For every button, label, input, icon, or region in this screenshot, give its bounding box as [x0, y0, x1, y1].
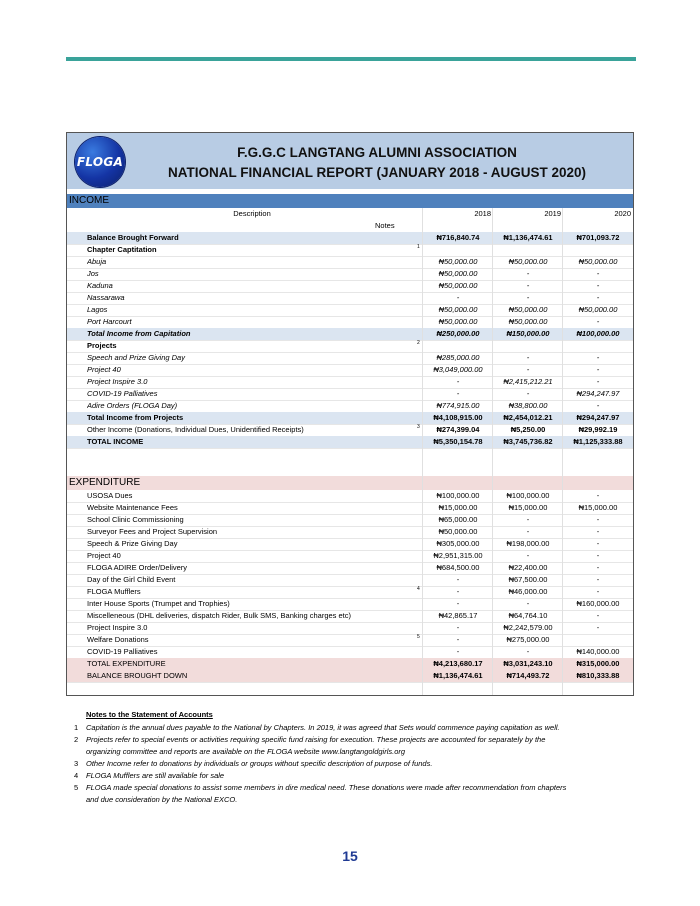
expenditure-value-2020: -	[596, 611, 600, 620]
income-value-2020: -	[596, 317, 600, 326]
note-number: 4	[74, 771, 79, 780]
income-value-2019: -	[526, 281, 530, 290]
income-value-2019: -	[526, 353, 530, 362]
notes-header-row	[67, 220, 633, 232]
income-label: Other Income (Donations, Individual Dues, Unidentified Receipts)	[87, 425, 304, 434]
expenditure-row	[67, 502, 633, 514]
income-row	[67, 340, 633, 352]
floga-logo	[75, 137, 125, 187]
expenditure-value-2019: -	[526, 515, 530, 524]
expenditure-value-2019: ₦714,493.72	[506, 671, 550, 680]
expenditure-value-2020: -	[596, 491, 600, 500]
expenditure-value-2018: -	[456, 623, 460, 632]
income-value-2018: ₦50,000.00	[438, 305, 478, 314]
income-label: Port Harcourt	[87, 317, 132, 326]
financial-report-sheet	[66, 132, 634, 696]
income-value-2018: ₦774,915.00	[436, 401, 480, 410]
report-subtitle: NATIONAL FINANCIAL REPORT (JANUARY 2018 - AUGUST 2020)	[167, 165, 587, 180]
expenditure-label: Day of the Girl Child Event	[87, 575, 176, 584]
income-value-2020: ₦50,000.00	[578, 305, 618, 314]
income-label: Chapter Captitation	[87, 245, 157, 254]
top-accent-bar	[66, 57, 636, 61]
income-label: Nassarawa	[87, 293, 125, 302]
expenditure-label: Project Inspire 3.0	[87, 623, 148, 632]
expenditure-value-2020: -	[596, 515, 600, 524]
income-value-2018: ₦274,399.04	[436, 425, 480, 434]
income-value-2019: ₦2,415,212.21	[503, 377, 553, 386]
column-separator	[492, 208, 493, 696]
income-value-2020: ₦1,125,333.88	[573, 437, 623, 446]
note-reference: 2	[417, 340, 420, 346]
expenditure-value-2020: ₦810,333.88	[576, 671, 620, 680]
expenditure-label: USOSA Dues	[87, 491, 133, 500]
income-label: Lagos	[87, 305, 108, 314]
expenditure-value-2019: ₦15,000.00	[508, 503, 548, 512]
expenditure-value-2020: -	[596, 551, 600, 560]
income-value-2019: ₦50,000.00	[508, 305, 548, 314]
expenditure-label: Website Maintenance Fees	[87, 503, 178, 512]
income-value-2019: ₦50,000.00	[508, 257, 548, 266]
income-label: Abuja	[87, 257, 107, 266]
income-value-2018: ₦50,000.00	[438, 281, 478, 290]
income-value-2019: ₦150,000.00	[506, 329, 550, 338]
expenditure-value-2019: ₦2,242,579.00	[503, 623, 553, 632]
logo-text: FLOGA	[76, 155, 124, 169]
income-value-2018: -	[456, 293, 460, 302]
expenditure-row	[67, 670, 633, 682]
income-label: COVID-19 Palliatives	[87, 389, 158, 398]
expenditure-value-2019: ₦275,000.00	[506, 635, 550, 644]
expenditure-value-2018: -	[456, 635, 460, 644]
note-reference: 5	[417, 634, 420, 640]
note-number: 1	[74, 723, 79, 732]
expenditure-row	[67, 562, 633, 574]
income-row	[67, 400, 633, 412]
income-value-2020: -	[596, 401, 600, 410]
expenditure-value-2018: ₦684,500.00	[436, 563, 480, 572]
income-value-2020: -	[596, 365, 600, 374]
note-reference: 3	[417, 424, 420, 430]
grid-line	[67, 682, 633, 683]
year-header-2018: 2018	[474, 209, 491, 218]
income-row	[67, 304, 633, 316]
income-value-2020: -	[596, 293, 600, 302]
income-label: Project 40	[87, 365, 121, 374]
income-value-2020: ₦701,093.72	[576, 233, 620, 242]
income-value-2018: ₦5,350,154.78	[433, 437, 483, 446]
income-value-2019: -	[526, 293, 530, 302]
expenditure-row	[67, 610, 633, 622]
expenditure-value-2020: -	[596, 587, 600, 596]
expenditure-value-2018: ₦305,000.00	[436, 539, 480, 548]
income-value-2018: -	[456, 377, 460, 386]
income-row	[67, 364, 633, 376]
expenditure-value-2018: ₦65,000.00	[438, 515, 478, 524]
income-value-2020: -	[596, 377, 600, 386]
income-value-2018: -	[456, 389, 460, 398]
expenditure-value-2018: -	[456, 587, 460, 596]
income-value-2020: ₦294,247.97	[576, 389, 620, 398]
expenditure-label: Speech & Prize Giving Day	[87, 539, 178, 548]
income-row	[67, 328, 633, 340]
expenditure-value-2019: -	[526, 551, 530, 560]
income-label: Kaduna	[87, 281, 113, 290]
expenditure-value-2019: -	[526, 647, 530, 656]
income-value-2020: -	[596, 269, 600, 278]
income-value-2018: ₦3,049,000.00	[433, 365, 483, 374]
income-row	[67, 292, 633, 304]
income-value-2019: ₦3,745,736.82	[503, 437, 553, 446]
expenditure-value-2019: -	[526, 599, 530, 608]
expenditure-section-header: EXPENDITURE	[67, 476, 633, 490]
expenditure-label: BALANCE BROUGHT DOWN	[87, 671, 188, 680]
income-value-2018: ₦50,000.00	[438, 257, 478, 266]
expenditure-value-2019: ₦64,764.10	[508, 611, 548, 620]
page-number: 15	[342, 848, 358, 864]
income-value-2019: ₦5,250.00	[510, 425, 546, 434]
expenditure-value-2020: -	[596, 575, 600, 584]
income-row	[67, 280, 633, 292]
income-label: Balance Brought Forward	[87, 233, 179, 242]
income-row	[67, 268, 633, 280]
expenditure-label: FLOGA ADIRE Order/Delivery	[87, 563, 188, 572]
note-number: 3	[74, 759, 79, 768]
expenditure-row	[67, 538, 633, 550]
expenditure-label: Surveyor Fees and Project Supervision	[87, 527, 218, 536]
expenditure-value-2018: -	[456, 599, 460, 608]
income-label: Projects	[87, 341, 117, 350]
income-value-2018: ₦285,000.00	[436, 353, 480, 362]
expenditure-value-2020: ₦315,000.00	[576, 659, 620, 668]
expenditure-value-2020: -	[596, 527, 600, 536]
expenditure-row	[67, 586, 633, 598]
expenditure-value-2018: ₦50,000.00	[438, 527, 478, 536]
note-text: and due consideration by the National EXCO.	[86, 795, 238, 804]
income-value-2018: ₦4,108,915.00	[433, 413, 483, 422]
expenditure-value-2018: -	[456, 575, 460, 584]
expenditure-value-2019: ₦198,000.00	[506, 539, 550, 548]
expenditure-label: Welfare Donations	[87, 635, 149, 644]
report-header	[67, 133, 633, 189]
column-separator	[562, 208, 563, 696]
income-value-2018: ₦250,000.00	[436, 329, 480, 338]
expenditure-label: Miscelleneous (DHL deliveries, dispatch Rider, Bulk SMS, Banking charges etc)	[87, 611, 352, 620]
expenditure-value-2020: -	[596, 563, 600, 572]
expenditure-row	[67, 634, 633, 646]
income-row	[67, 436, 633, 448]
expenditure-value-2018: ₦100,000.00	[436, 491, 480, 500]
expenditure-value-2020: ₦15,000.00	[578, 503, 618, 512]
expenditure-row	[67, 658, 633, 670]
income-row	[67, 316, 633, 328]
expenditure-value-2019: ₦67,500.00	[508, 575, 548, 584]
expenditure-value-2018: ₦15,000.00	[438, 503, 478, 512]
income-section-header: INCOME	[67, 194, 633, 208]
income-label: Speech and Prize Giving Day	[87, 353, 185, 362]
expenditure-label: Inter House Sports (Trumpet and Trophies)	[87, 599, 230, 608]
income-row	[67, 244, 633, 256]
expenditure-label: School Clinic Commissioning	[87, 515, 184, 524]
income-value-2019: ₦1,136,474.61	[503, 233, 553, 242]
expenditure-value-2018: ₦4,213,680.17	[433, 659, 483, 668]
note-text: FLOGA Mufflers are still available for sale	[86, 771, 225, 780]
expenditure-row	[67, 550, 633, 562]
note-text: Projects refer to special events or activities requiring specific fund raising for execution. These projects are accounted for separately by the	[86, 735, 546, 744]
income-value-2020: ₦100,000.00	[576, 329, 620, 338]
note-reference: 1	[417, 244, 420, 250]
income-row	[67, 424, 633, 436]
report-title: F.G.G.C LANGTANG ALUMNI ASSOCIATION	[237, 145, 517, 160]
expenditure-row	[67, 514, 633, 526]
income-value-2018: ₦50,000.00	[438, 269, 478, 278]
income-value-2020: ₦50,000.00	[578, 257, 618, 266]
column-separator	[422, 208, 423, 696]
income-label: Total Income from Projects	[87, 413, 184, 422]
income-value-2019: ₦50,000.00	[508, 317, 548, 326]
expenditure-row	[67, 574, 633, 586]
notes-heading: Notes to the Statement of Accounts	[86, 710, 213, 719]
income-value-2020: ₦29,992.19	[578, 425, 618, 434]
note-text: organizing committee and reports are available on the FLOGA website www.langtangoldgirls.org	[86, 747, 406, 756]
expenditure-value-2018: -	[456, 647, 460, 656]
expenditure-value-2019: ₦22,400.00	[508, 563, 548, 572]
year-header-2020: 2020	[614, 209, 631, 218]
expenditure-value-2020: -	[596, 623, 600, 632]
expenditure-label: FLOGA Mufflers	[87, 587, 141, 596]
income-row	[67, 388, 633, 400]
income-value-2020: -	[596, 281, 600, 290]
income-row	[67, 376, 633, 388]
expenditure-label: TOTAL EXPENDITURE	[87, 659, 166, 668]
expenditure-value-2020: ₦140,000.00	[576, 647, 620, 656]
expenditure-value-2018: ₦1,136,474.61	[433, 671, 483, 680]
expenditure-value-2018: ₦2,951,315.00	[433, 551, 483, 560]
income-value-2019: ₦2,454,012.21	[503, 413, 553, 422]
expenditure-label: Project 40	[87, 551, 121, 560]
note-number: 5	[74, 783, 79, 792]
expenditure-value-2020: -	[596, 539, 600, 548]
notes-header: Notes	[375, 221, 395, 230]
expenditure-value-2019: ₦3,031,243.10	[503, 659, 553, 668]
expenditure-row	[67, 490, 633, 502]
expenditure-value-2020: ₦160,000.00	[576, 599, 620, 608]
expenditure-value-2019: -	[526, 527, 530, 536]
income-label: Jos	[87, 269, 99, 278]
expenditure-row	[67, 526, 633, 538]
note-text: Other Income refer to donations by individuals or groups without specific description of purpose of funds.	[86, 759, 433, 768]
income-label: Project Inspire 3.0	[87, 377, 148, 386]
year-header-2019: 2019	[544, 209, 561, 218]
expenditure-value-2019: ₦46,000.00	[508, 587, 548, 596]
income-value-2019: -	[526, 365, 530, 374]
income-row	[67, 412, 633, 424]
note-reference: 4	[417, 586, 420, 592]
income-label: TOTAL INCOME	[87, 437, 144, 446]
income-value-2020: -	[596, 353, 600, 362]
column-header-row	[67, 208, 633, 220]
income-value-2018: ₦50,000.00	[438, 317, 478, 326]
expenditure-value-2018: ₦42,865.17	[438, 611, 478, 620]
description-header: Description	[233, 209, 271, 218]
note-text: FLOGA made special donations to assist some members in dire medical need. These donations were made after recommendation from chapters	[86, 783, 567, 792]
income-value-2019: ₦38,800.00	[508, 401, 548, 410]
expenditure-value-2019: ₦100,000.00	[506, 491, 550, 500]
income-row	[67, 232, 633, 244]
income-value-2018: ₦716,840.74	[436, 233, 480, 242]
grid-line	[67, 448, 633, 449]
expenditure-row	[67, 646, 633, 658]
income-value-2019: -	[526, 269, 530, 278]
income-value-2020: ₦294,247.97	[576, 413, 620, 422]
income-label: Adire Orders (FLOGA Day)	[87, 401, 178, 410]
income-label: Total Income from Capitation	[87, 329, 191, 338]
income-row	[67, 256, 633, 268]
income-row	[67, 352, 633, 364]
expenditure-label: COVID-19 Palliatives	[87, 647, 158, 656]
income-value-2019: -	[526, 389, 530, 398]
note-text: Capitation is the annual dues payable to the National by Chapters. In 2019, it was agreed that Sets would commence paying capitation as well.	[86, 723, 560, 732]
expenditure-row	[67, 598, 633, 610]
expenditure-row	[67, 622, 633, 634]
note-number: 2	[74, 735, 79, 744]
